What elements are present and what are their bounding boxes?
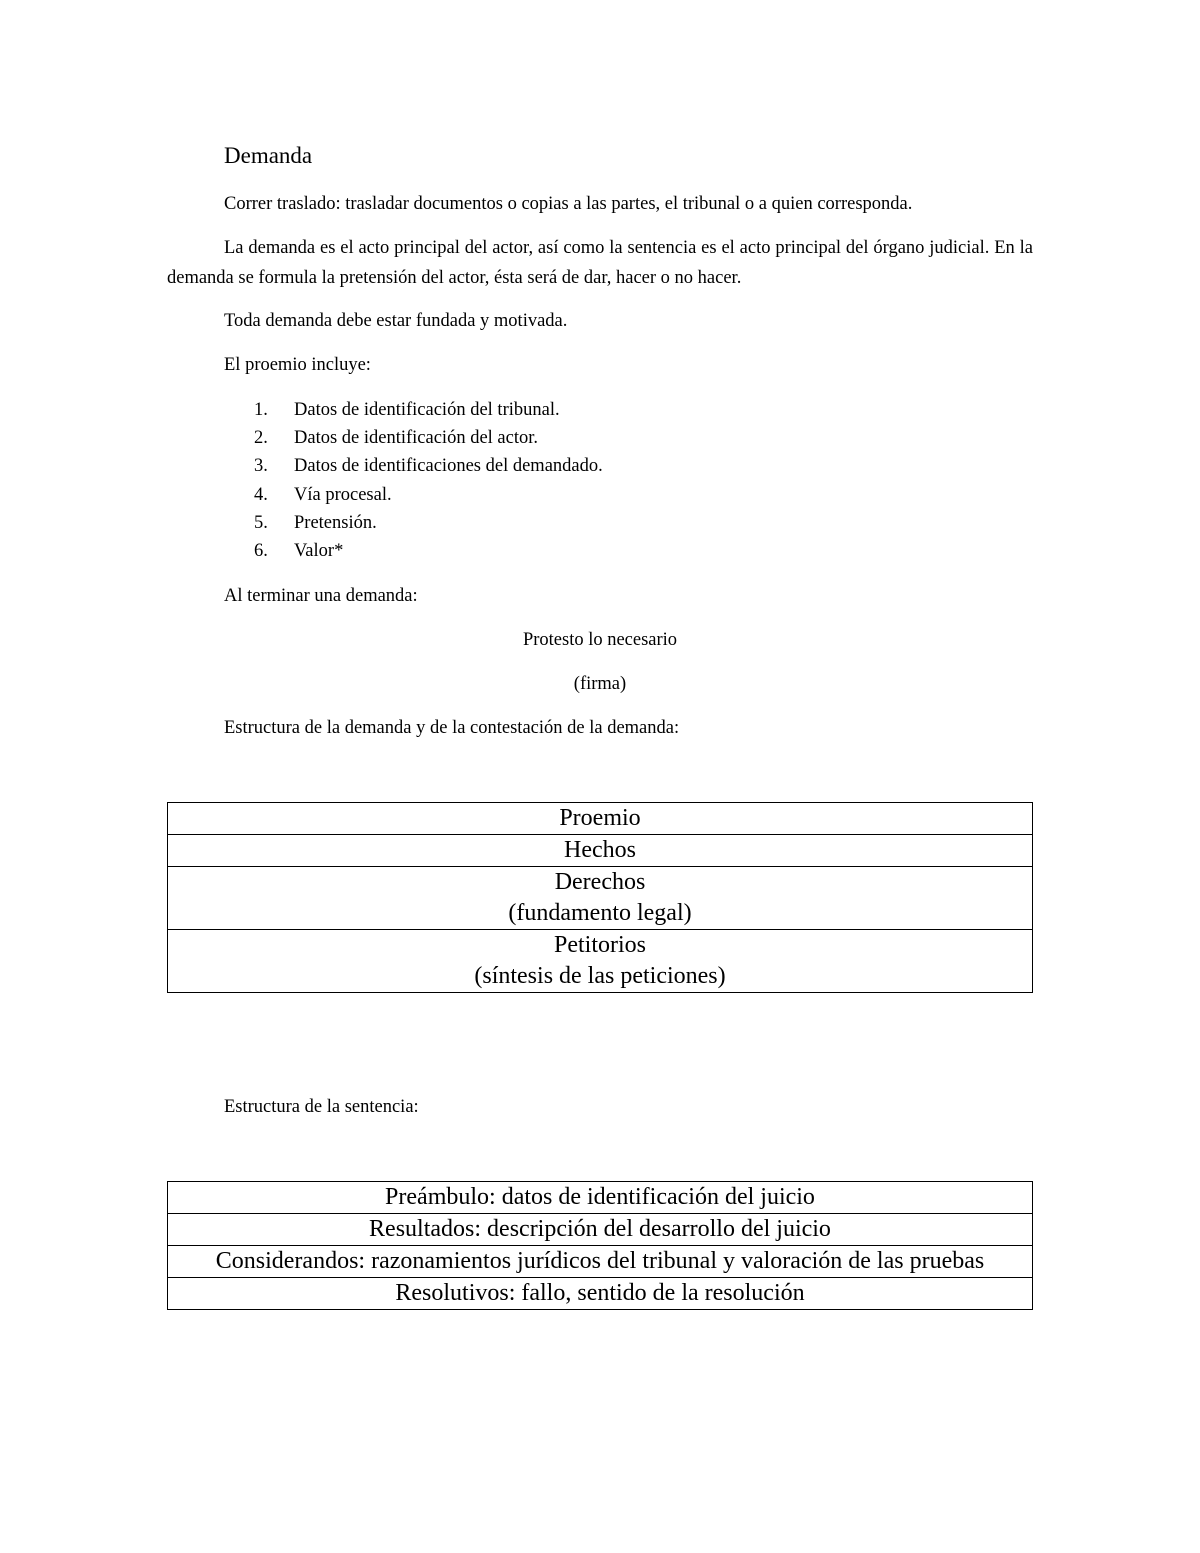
table-cell	[168, 930, 1033, 993]
list-item-text: Vía procesal.	[294, 484, 392, 505]
table-row	[168, 835, 1033, 867]
paragraph-estructura-sentencia: Estructura de la sentencia:	[224, 1097, 419, 1117]
paragraph-correr-traslado: Correr traslado: trasladar documentos o copias a las partes, el tribunal o a quien corresponda.	[224, 194, 913, 214]
list-item-number: 4.	[254, 484, 268, 505]
table-row	[168, 867, 1033, 930]
table-row	[168, 1214, 1033, 1246]
list-item	[254, 509, 603, 537]
paragraph-proemio-incluye: El proemio incluye:	[224, 355, 371, 375]
paragraph-demanda-acto: La demanda es el acto principal del actor, así como la sentencia es el acto principal del órgano judicial. En la demanda se formula la pretensión del actor, ésta será de dar, hacer o no hacer.	[167, 238, 1033, 288]
cell-title: Hechos	[564, 837, 636, 863]
document-title: Demanda	[224, 143, 313, 168]
cell-title: Derechos	[554, 869, 646, 895]
list-item-text: Datos de identificación del tribunal.	[294, 400, 560, 420]
list-item	[254, 452, 603, 480]
paragraph-fundada: Toda demanda debe estar fundada y motivada.	[224, 311, 568, 331]
cell-subtitle: (síntesis de las peticiones)	[474, 963, 726, 989]
cell-title: Petitorios	[553, 932, 646, 958]
proemio-list	[254, 396, 603, 565]
list-item	[254, 481, 603, 509]
list-item-number: 6.	[254, 540, 268, 561]
table-cell: Considerandos: razonamientos jurídicos del tribunal y valoración de las pruebas	[168, 1246, 1033, 1278]
list-item-number: 3.	[254, 456, 268, 477]
sentencia-structure-table	[167, 1181, 1033, 1310]
list-item-number: 2.	[254, 428, 268, 449]
list-item-text: Datos de identificaciones del demandado.	[294, 456, 603, 477]
list-item-text: Pretensión.	[294, 512, 377, 533]
protesto-line: Protesto lo necesario	[522, 630, 678, 650]
table-cell	[168, 803, 1033, 835]
table-cell	[168, 835, 1033, 867]
table-row	[168, 1182, 1033, 1214]
table-cell: Resolutivos: fallo, sentido de la resolución	[168, 1278, 1033, 1310]
list-item	[254, 537, 603, 565]
table-row	[168, 803, 1033, 835]
cell-title: Proemio	[559, 805, 641, 831]
signature-placeholder: (firma)	[573, 674, 627, 694]
list-item-text: Valor*	[294, 540, 344, 561]
table-row	[168, 1278, 1033, 1310]
table-cell	[168, 867, 1033, 930]
cell-subtitle: (fundamento legal)	[508, 900, 692, 926]
list-item-number: 5.	[254, 512, 268, 533]
list-item	[254, 424, 603, 452]
list-item-text: Datos de identificación del actor.	[294, 428, 539, 449]
list-item	[254, 396, 603, 424]
table-cell: Preámbulo: datos de identificación del juicio	[168, 1182, 1033, 1214]
list-item-number: 1.	[254, 400, 268, 420]
demanda-structure-table	[167, 802, 1033, 993]
table-row	[168, 1246, 1033, 1278]
paragraph-estructura-demanda: Estructura de la demanda y de la contestación de la demanda:	[224, 718, 680, 738]
table-row	[168, 930, 1033, 993]
paragraph-al-terminar: Al terminar una demanda:	[224, 586, 418, 606]
table-cell: Resultados: descripción del desarrollo del juicio	[168, 1214, 1033, 1246]
